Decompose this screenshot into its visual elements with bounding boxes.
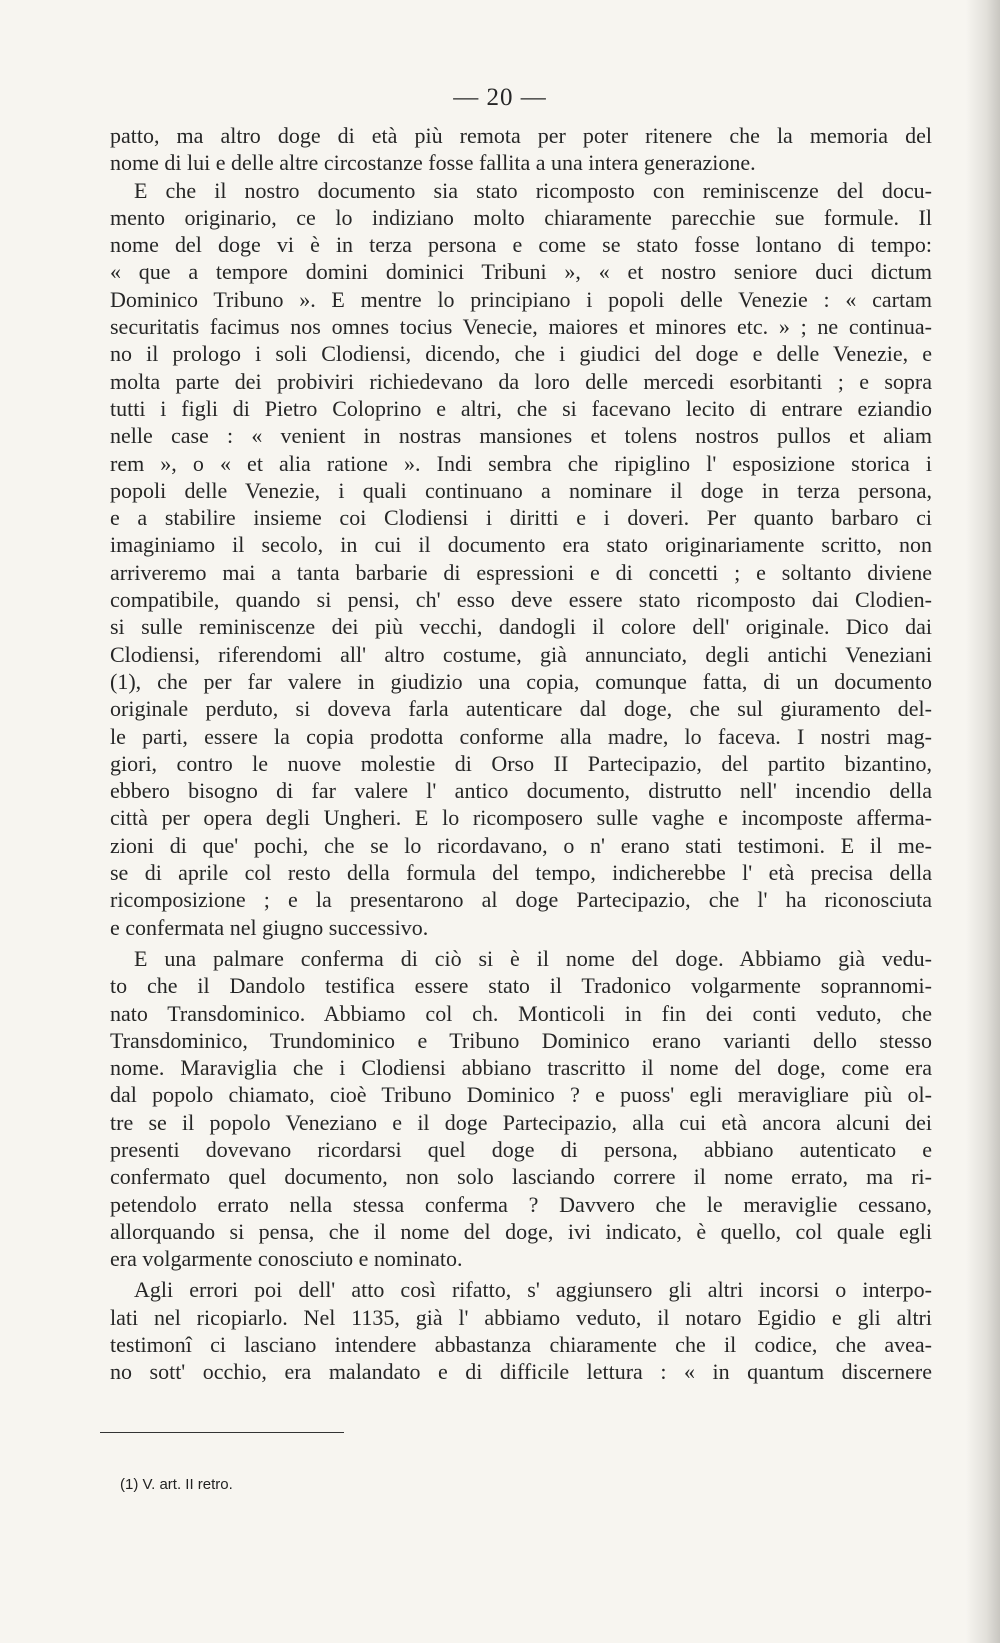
text-line: ricomposizione ; e la presentarono al doge Partecipazio, che l' ha riconosciuta	[110, 887, 932, 913]
text-line: tutti i figli di Pietro Coloprino e altri, che si facevano lecito di entrare eziandio	[110, 395, 932, 421]
footnote-divider	[100, 1432, 344, 1433]
text-line: patto, ma altro doge di età più remota per poter ritenere che la memoria del	[110, 123, 932, 148]
text-line: nome. Maraviglia che i Clodiensi abbiano trascritto il nome del doge, come era	[110, 1055, 932, 1081]
text-line: lati nel ricopiarlo. Nel 1135, già l' abbiamo veduto, il notaro Egidio e gli altri	[110, 1304, 932, 1330]
text-line: testimonî ci lasciano intendere abbastanza chiaramente che il codice, che avea-	[110, 1332, 932, 1358]
text-line: mento originario, ce lo indiziano molto chiaramente parecchie sue formule. Il	[110, 204, 932, 230]
body-text	[110, 122, 932, 1386]
text-line: E che il nostro documento sia stato ricomposto con reminiscenze del docu-	[134, 177, 932, 203]
text-line: imaginiamo il secolo, in cui il documento era stato originariamente scritto, non	[110, 532, 932, 558]
text-line: tre se il popolo Veneziano e il doge Partecipazio, alla cui età ancora alcuni dei	[110, 1109, 932, 1135]
text-line: se di aprile col resto della formula del tempo, indicherebbe l' età precisa della	[110, 860, 932, 886]
text-line: (1), che per far valere in giudizio una copia, comunque fatta, di un documento	[110, 668, 932, 694]
text-line: nelle case : « venient in nostras mansiones et tolens nostros pullos et aliam	[110, 423, 932, 449]
text-line: zioni di que' pochi, che se lo ricordavano, o n' erano stati testimoni. E il me-	[110, 832, 932, 858]
text-line: era volgarmente conosciuto e nominato.	[110, 1246, 463, 1272]
text-line: allorquando si pensa, che il nome del doge, ivi indicato, è quello, col quale egli	[110, 1218, 932, 1244]
text-line: molta parte dei probiviri richiedevano da loro delle mercedi esorbitanti ; e sopra	[110, 368, 932, 394]
text-line: nato Transdominico. Abbiamo col ch. Monticoli in fin dei conti veduto, che	[110, 1000, 932, 1026]
text-line: presenti dovevano ricordarsi quel doge di persona, abbiano autenticato e	[110, 1136, 932, 1162]
text-line: nome di lui e delle altre circostanze fosse fallita a una intera generazione.	[110, 150, 756, 176]
text-line: Clodiensi, riferendomi all' altro costume, già annunciato, degli antichi Veneziani	[110, 641, 932, 667]
text-line: to che il Dandolo testifica essere stato il Tradonico volgarmente soprannomi-	[110, 973, 932, 999]
text-line: rem », o « et alia ratione ». Indi sembra che ripiglino l' esposizione storica i	[110, 450, 932, 476]
footnote: (1) V. art. II retro.	[120, 1476, 233, 1493]
text-line: originale perduto, si doveva farla autenticare dal doge, che sul giuramento del-	[110, 696, 932, 722]
text-line: no sott' occhio, era malandato e di difficile lettura : « in quantum discernere	[110, 1359, 932, 1385]
text-line: Dominico Tribuno ». E mentre lo principiano i popoli delle Venezie : « cartam	[110, 286, 932, 312]
text-line: nome del doge vi è in terza persona e come se stato fosse lontano di tempo:	[110, 232, 932, 258]
text-line: no il prologo i soli Clodiensi, dicendo, che i giudici del doge e delle Venezie, e	[110, 341, 932, 367]
text-line: città per opera degli Ungheri. E lo ricomposero sulle vaghe e incomposte afferma-	[110, 805, 932, 831]
text-line: e confermata nel giugno successivo.	[110, 914, 429, 940]
text-line: compatibile, quando si pensi, ch' esso deve essere stato ricomposto dai Clodien-	[110, 587, 932, 613]
text-line: Transdominico, Trundominico e Tribuno Dominico erano varianti dello stesso	[110, 1027, 932, 1053]
text-line: si sulle reminiscenze dei più vecchi, dandogli il colore dell' originale. Dico dai	[110, 614, 932, 640]
text-line: le parti, essere la copia prodotta conforme alla madre, lo faceva. I nostri mag-	[110, 723, 932, 749]
text-line: Agli errori poi dell' atto così rifatto, s' aggiunsero gli altri incorsi o interpo-	[134, 1277, 932, 1303]
text-line: securitatis facimus nos omnes tocius Venecie, maiores et minores etc. » ; ne continua-	[110, 314, 932, 340]
text-line: E una palmare conferma di ciò si è il nome del doge. Abbiamo già vedu-	[134, 945, 932, 971]
text-line: dal popolo chiamato, cioè Tribuno Dominico ? e puoss' egli meravigliare più ol-	[110, 1082, 932, 1108]
page-number: — 20 —	[453, 84, 547, 111]
text-line: ebbero bisogno di far valere l' antico documento, distrutto nell' incendio della	[110, 778, 932, 804]
text-line: confermato quel documento, non solo lasciando correre il nome errato, ma ri-	[110, 1164, 932, 1190]
text-line: petendolo errato nella stessa conferma ? Davvero che le meraviglie cessano,	[110, 1191, 932, 1217]
text-line: e a stabilire insieme coi Clodiensi i diritti e i doveri. Per quanto barbaro ci	[110, 505, 932, 531]
text-line: « que a tempore domini dominici Tribuni », « et nostro seniore duci dictum	[110, 259, 932, 285]
text-line: giori, contro le nuove molestie di Orso II Partecipazio, del partito bizantino,	[110, 750, 932, 776]
text-line: arriveremo mai a tanta barbarie di espressioni e di concetti ; e soltanto diviene	[110, 559, 932, 585]
page-edge-shadow	[966, 0, 1000, 1643]
text-line: popoli delle Venezie, i quali continuano a nominare il doge in terza persona,	[110, 477, 932, 503]
